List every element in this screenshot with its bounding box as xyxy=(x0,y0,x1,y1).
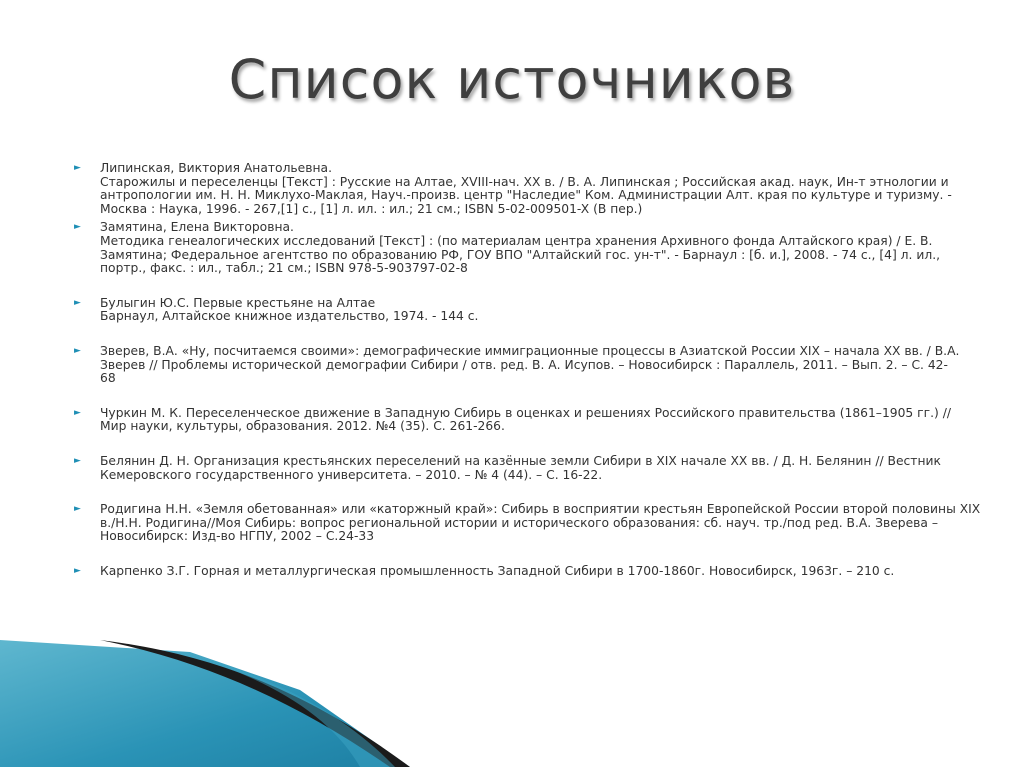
source-line: Зверев // Проблемы исторической демографии Сибири / отв. ред. В. А. Исупов. – Новосибирск : Параллель, 2011. – Вып. 2. – С. 42- xyxy=(100,357,948,372)
source-item xyxy=(74,343,960,386)
source-item xyxy=(74,297,954,324)
source-line: Кемеровского государственного университета. – 2010. – № 4 (44). – С. 16-22. xyxy=(100,467,603,482)
source-line: Замятина; Федеральное агентство по образованию РФ, ГОУ ВПО "Алтайский гос. ун-т". - Барнаул : [б. и.], 2008. - 74 с., [4] л. ил., xyxy=(100,247,941,262)
source-line: Липинская, Виктория Анатольевна. xyxy=(100,161,332,175)
source-line: портр., факс. : ил., табл.; 21 см.; ISBN 978-5-903797-02-8 xyxy=(100,261,468,276)
source-line: Мир науки, культуры, образования. 2012. №4 (35). С. 261-266. xyxy=(100,419,505,434)
source-item xyxy=(74,502,981,544)
source-line: Родигина Н.Н. «Земля обетованная» или «каторжный край»: Сибирь в восприятии крестьян Европейской России второй половины XIX xyxy=(100,502,981,517)
source-line: Булыгин Ю.С. Первые крестьяне на Алтае xyxy=(100,295,376,310)
bullet-arrow-icon: ► xyxy=(74,565,81,576)
source-line: Зверев, В.А. «Ну, посчитаемся своими»: демографические иммиграционные процессы в Азиатской России XIX – начала XX вв. / В.А. xyxy=(100,343,960,358)
source-item xyxy=(74,221,954,275)
bullet-arrow-icon: ► xyxy=(74,455,81,466)
bullet-arrow-icon: ► xyxy=(74,407,81,418)
source-line: Замятина, Елена Викторовна. xyxy=(100,220,294,235)
source-line: Чуркин М. К. Переселенческое движение в Западную Сибирь в оценках и решениях Российского правительства (1861–1905 гг.) // xyxy=(100,405,951,420)
source-line: в./Н.Н. Родигина//Моя Сибирь: вопрос региональной истории и исторического образования: сб. науч. тр./под ред. В.А. Зверева – xyxy=(100,515,939,530)
source-line: Карпенко З.Г. Горная и металлургическая промышленность Западной Сибири в 1700-1860г. Новосибирск, 1963г. – 210 с. xyxy=(100,563,895,578)
source-line: Методика генеалогических исследований [Текст] : (по материалам центра хранения Архивного фонда Алтайского края) / Е. В. xyxy=(100,233,933,248)
source-line: Новосибирск: Изд-во НГПУ, 2002 – С.24-33 xyxy=(100,529,375,544)
source-item xyxy=(74,565,954,579)
source-line: Москва : Наука, 1996. - 267,[1] с., [1] л. ил. : ил.; 21 см.; ISBN 5-02-009501-X (В пер.) xyxy=(100,201,643,216)
source-line: антропологии им. Н. Н. Миклухо-Маклая, Науч.-произв. центр "Наследие" Ком. Администрации Алт. края по культуре и туризму. - xyxy=(100,188,952,203)
source-line: Белянин Д. Н. Организация крестьянских переселений на казённые земли Сибири в XIX начале XX вв. / Д. Н. Белянин // Вестник xyxy=(100,453,941,468)
bullet-arrow-icon: ► xyxy=(74,504,81,515)
bullet-arrow-icon: ► xyxy=(74,163,81,173)
source-item xyxy=(74,455,954,482)
source-line: Старожилы и переселенцы [Текст] : Русские на Алтае, XVIII-нач. XX в. / В. А. Липинская ; Российская акад. наук, Ин-т этнологии и xyxy=(100,174,949,189)
sources-list xyxy=(74,161,981,578)
source-line: 68 xyxy=(100,371,116,386)
slide-title: Список источников xyxy=(228,48,796,111)
bullet-arrow-icon: ► xyxy=(74,222,81,233)
bullet-arrow-icon: ► xyxy=(74,345,81,356)
source-item xyxy=(74,162,954,216)
bullet-arrow-icon: ► xyxy=(74,297,81,308)
source-item xyxy=(74,407,954,434)
source-line: Барнаул, Алтайское книжное издательство, 1974. - 144 с. xyxy=(100,309,479,324)
